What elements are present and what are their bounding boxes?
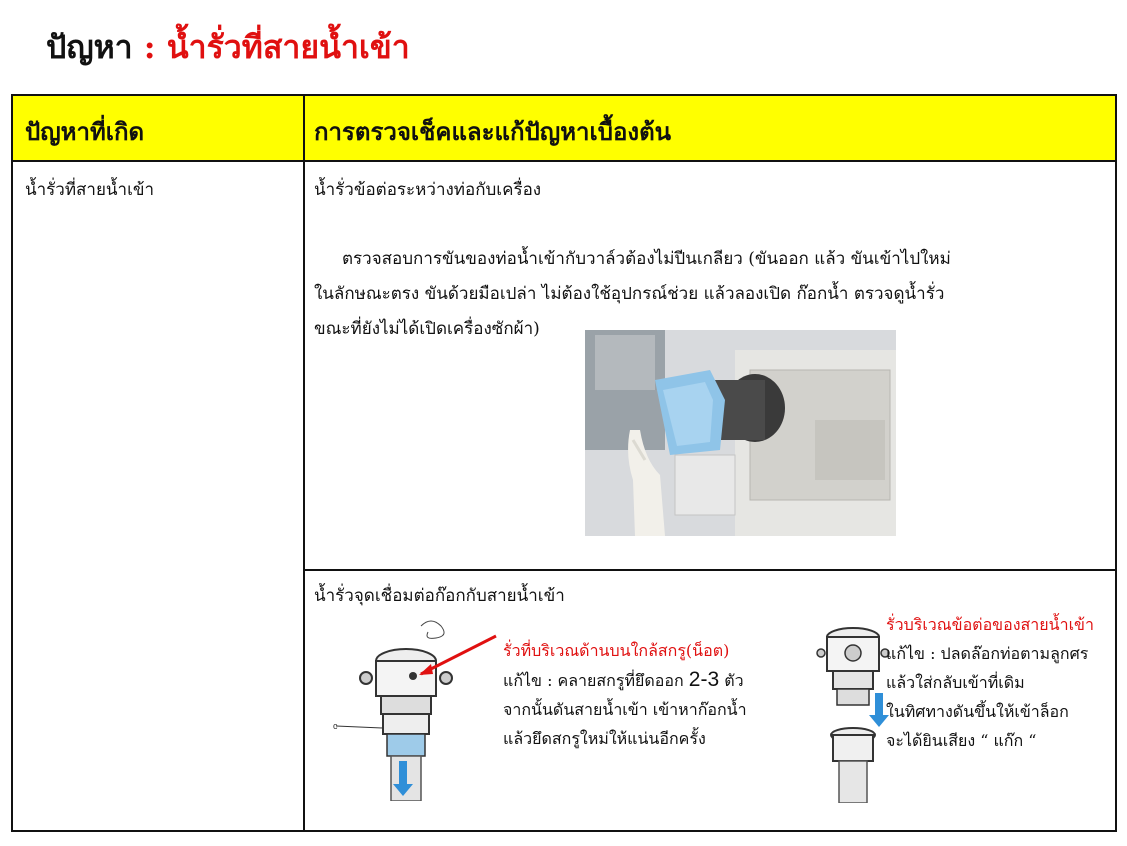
- left-note-fix-number: 2-3: [688, 668, 720, 691]
- column-divider: [303, 96, 305, 830]
- title-prefix: ปัญหา: [46, 28, 133, 66]
- problem-text: น้ำรั่วที่สายน้ำเข้า: [25, 180, 155, 200]
- right-note-line: แก้ไข : ปลดล๊อกท่อตามลูกศร: [886, 644, 1089, 663]
- section1-line: ในลักษณะตรง ขันด้วยมือเปล่า ไม่ต้องใช้อุปกรณ์ช่วย แล้วลองเปิด ก๊อกน้ำ ตรวจดูน้ำรั่ว: [314, 284, 945, 304]
- left-note-fix-text: แก้ไข : คลายสกรูที่ยึดออก: [503, 671, 689, 690]
- page-title: [46, 22, 410, 73]
- left-note-title: รั่วที่บริเวณด้านบนใกล้สกรู(น็อต): [503, 641, 730, 660]
- right-note-line: จะได้ยินเสียง “ แก๊ก “: [886, 731, 1037, 750]
- label-c: c: [333, 721, 338, 731]
- right-note: [886, 610, 1094, 755]
- row-divider: [304, 569, 1115, 571]
- title-colon: :: [132, 28, 167, 66]
- section2-heading: น้ำรั่วจุดเชื่อมต่อก๊อกกับสายน้ำเข้า: [314, 586, 565, 606]
- faucet-connector-drawing: [331, 616, 501, 801]
- right-note-line: แล้วใส่กลับเข้าที่เดิม: [886, 673, 1025, 692]
- left-note-line: แล้วยึดสกรูใหม่ให้แน่นอีกครั้ง: [503, 729, 706, 748]
- header-problem: ปัญหาที่เกิด: [25, 117, 145, 146]
- left-note: [503, 636, 747, 753]
- left-note-fix-unit: ตัว: [719, 671, 744, 690]
- section1-line: ตรวจสอบการขันของท่อน้ำเข้ากับวาล์วต้องไม่ปีนเกลียว (ขันออก แล้ว ขันเข้าไปใหม่: [342, 249, 951, 269]
- section1-heading: น้ำรั่วข้อต่อระหว่างท่อกับเครื่อง: [314, 180, 542, 200]
- right-note-title: รั่วบริเวณข้อต่อของสายน้ำเข้า: [886, 615, 1094, 634]
- troubleshooting-table: [11, 94, 1117, 832]
- left-note-line: จากนั้นดันสายน้ำเข้า เข้าหาก๊อกน้ำ: [503, 700, 747, 719]
- table-header: [13, 96, 1115, 162]
- title-topic: น้ำรั่วที่สายน้ำเข้า: [166, 28, 410, 66]
- right-note-line: ในทิศทางดันขึ้นให้เข้าล็อก: [886, 702, 1069, 721]
- section1-line: ขณะที่ยังไม่ได้เปิดเครื่องซักผ้า): [314, 319, 540, 339]
- hose-valve-photo: [585, 330, 896, 536]
- left-note-fix: [503, 665, 747, 695]
- header-solution: การตรวจเช็คและแก้ปัญหาเบื้องต้น: [314, 117, 672, 146]
